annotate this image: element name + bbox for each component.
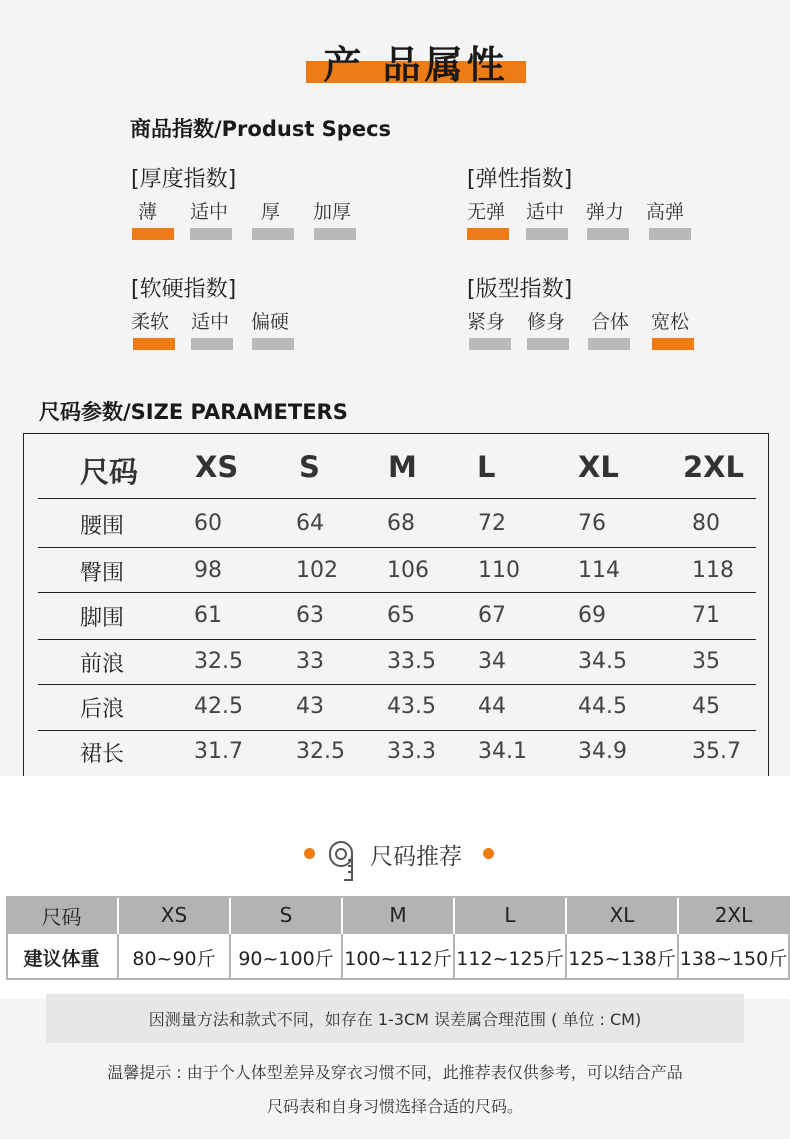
- recommend-title: 尺码推荐: [370, 844, 462, 870]
- spec-indicator: [190, 228, 232, 240]
- size-value-cell: 60: [194, 511, 222, 536]
- size-header-cell: XL: [578, 450, 619, 484]
- recommend-weight-cell: 90~100斤: [231, 934, 343, 980]
- spec-option-label: 修身: [527, 311, 566, 333]
- size-header-cell: M: [388, 450, 417, 484]
- spec-option-label: 无弹: [467, 201, 506, 223]
- spec-option-label: 弹力: [586, 201, 625, 223]
- size-value-cell: 43.5: [387, 694, 436, 719]
- size-value-cell: 63: [296, 603, 324, 628]
- recommend-weight-cell: 125~138斤: [567, 934, 679, 980]
- size-value-cell: 67: [478, 603, 506, 628]
- size-header-cell: XS: [195, 450, 239, 484]
- size-value-cell: 106: [387, 558, 429, 583]
- size-value-cell: 45: [692, 694, 720, 719]
- size-table: [23, 433, 769, 777]
- size-value-cell: 34.9: [578, 739, 627, 764]
- spec-group-title: [版型指数]: [467, 277, 573, 302]
- size-value-cell: 65: [387, 603, 415, 628]
- spec-option-label: 适中: [190, 201, 229, 223]
- size-row-label: 前浪: [80, 652, 125, 677]
- specs-heading: 商品指数/Produst Specs: [130, 117, 392, 141]
- spec-indicator: [252, 228, 294, 240]
- spec-indicator-selected: [133, 338, 175, 350]
- spec-indicator-selected: [132, 228, 174, 240]
- size-row-label: 裙长: [80, 742, 125, 767]
- size-value-cell: 72: [478, 511, 506, 536]
- spec-indicator: [469, 338, 511, 350]
- spec-indicator: [588, 338, 630, 350]
- recommend-header-cell: L: [455, 896, 567, 934]
- size-value-cell: 35: [692, 649, 720, 674]
- spec-indicator: [526, 228, 568, 240]
- size-params-heading: 尺码参数/SIZE PARAMETERS: [39, 400, 348, 424]
- size-value-cell: 71: [692, 603, 720, 628]
- size-value-cell: 110: [478, 558, 520, 583]
- spec-option-label: 偏硬: [251, 311, 290, 333]
- table-divider: [38, 684, 756, 685]
- spec-option-label: 适中: [526, 201, 565, 223]
- size-value-cell: 44.5: [578, 694, 627, 719]
- size-value-cell: 33.5: [387, 649, 436, 674]
- recommend-header-cell: 尺码: [6, 896, 119, 934]
- tip-line-1: 温馨提示 : 由于个人体型差异及穿衣习惯不同，此推荐表仅供参考，可以结合产品: [107, 1063, 683, 1082]
- recommend-weight-cell: 112~125斤: [455, 934, 567, 980]
- size-header-label: 尺码: [80, 455, 139, 489]
- table-divider: [38, 592, 756, 593]
- size-value-cell: 98: [194, 558, 222, 583]
- size-value-cell: 44: [478, 694, 506, 719]
- recommend-weight-cell: 100~112斤: [343, 934, 455, 980]
- spec-option-label: 紧身: [467, 311, 506, 333]
- size-value-cell: 69: [578, 603, 606, 628]
- recommend-row-label: 建议体重: [6, 934, 119, 980]
- spec-option-label: 厚: [261, 201, 281, 223]
- spec-indicator: [587, 228, 629, 240]
- size-value-cell: 102: [296, 558, 338, 583]
- tip-line-2: 尺码表和自身习惯选择合适的尺码。: [266, 1097, 523, 1116]
- recommend-header-cell: S: [231, 896, 343, 934]
- spec-group-title: [弹性指数]: [467, 167, 573, 192]
- measurement-note: 因测量方法和款式不同，如存在 1-3CM 误差属合理范围 ( 单位 : CM): [46, 994, 744, 1043]
- size-value-cell: 68: [387, 511, 415, 536]
- table-divider: [38, 498, 756, 499]
- recommend-header-cell: XS: [119, 896, 231, 934]
- size-row-label: 后浪: [80, 697, 125, 722]
- spec-option-label: 柔软: [131, 311, 170, 333]
- orange-dot-right: [483, 848, 494, 859]
- spec-indicator: [252, 338, 294, 350]
- size-value-cell: 34.5: [578, 649, 627, 674]
- size-value-cell: 32.5: [194, 649, 243, 674]
- size-value-cell: 64: [296, 511, 324, 536]
- spec-indicator-selected: [652, 338, 694, 350]
- size-value-cell: 35.7: [692, 739, 741, 764]
- recommend-weight-cell: 138~150斤: [679, 934, 790, 980]
- table-divider: [38, 639, 756, 640]
- size-value-cell: 34.1: [478, 739, 527, 764]
- recommend-weight-cell: 80~90斤: [119, 934, 231, 980]
- spec-indicator-selected: [467, 228, 509, 240]
- size-value-cell: 33: [296, 649, 324, 674]
- size-value-cell: 61: [194, 603, 222, 628]
- spec-option-label: 高弹: [646, 201, 685, 223]
- spec-group-title: [厚度指数]: [131, 167, 237, 192]
- table-divider: [38, 730, 756, 731]
- orange-dot-left: [304, 848, 315, 859]
- size-value-cell: 42.5: [194, 694, 243, 719]
- size-value-cell: 76: [578, 511, 606, 536]
- size-row-label: 脚围: [80, 606, 125, 631]
- spec-indicator: [649, 228, 691, 240]
- size-value-cell: 114: [578, 558, 620, 583]
- recommend-table: [6, 896, 790, 982]
- tape-measure-icon: [328, 838, 360, 886]
- size-value-cell: 32.5: [296, 739, 345, 764]
- spec-group-title: [软硬指数]: [131, 277, 237, 302]
- spec-option-label: 宽松: [651, 311, 690, 333]
- recommend-header-cell: 2XL: [679, 896, 790, 934]
- table-divider: [38, 547, 756, 548]
- spec-option-label: 合体: [591, 311, 630, 333]
- size-header-cell: S: [299, 450, 320, 484]
- size-value-cell: 31.7: [194, 739, 243, 764]
- spec-indicator: [527, 338, 569, 350]
- recommend-header-cell: M: [343, 896, 455, 934]
- recommend-header-cell: XL: [567, 896, 679, 934]
- size-value-cell: 34: [478, 649, 506, 674]
- size-value-cell: 118: [692, 558, 734, 583]
- size-value-cell: 80: [692, 511, 720, 536]
- size-value-cell: 33.3: [387, 739, 436, 764]
- size-header-cell: L: [477, 450, 496, 484]
- spec-option-label: 加厚: [313, 201, 352, 223]
- size-header-cell: 2XL: [683, 450, 745, 484]
- page-title: 产 品属性: [323, 43, 509, 87]
- size-row-label: 臀围: [80, 561, 125, 586]
- spec-option-label: 适中: [191, 311, 230, 333]
- size-row-label: 腰围: [80, 514, 125, 539]
- size-value-cell: 43: [296, 694, 324, 719]
- spec-option-label: 薄: [138, 201, 158, 223]
- spec-indicator: [314, 228, 356, 240]
- spec-indicator: [191, 338, 233, 350]
